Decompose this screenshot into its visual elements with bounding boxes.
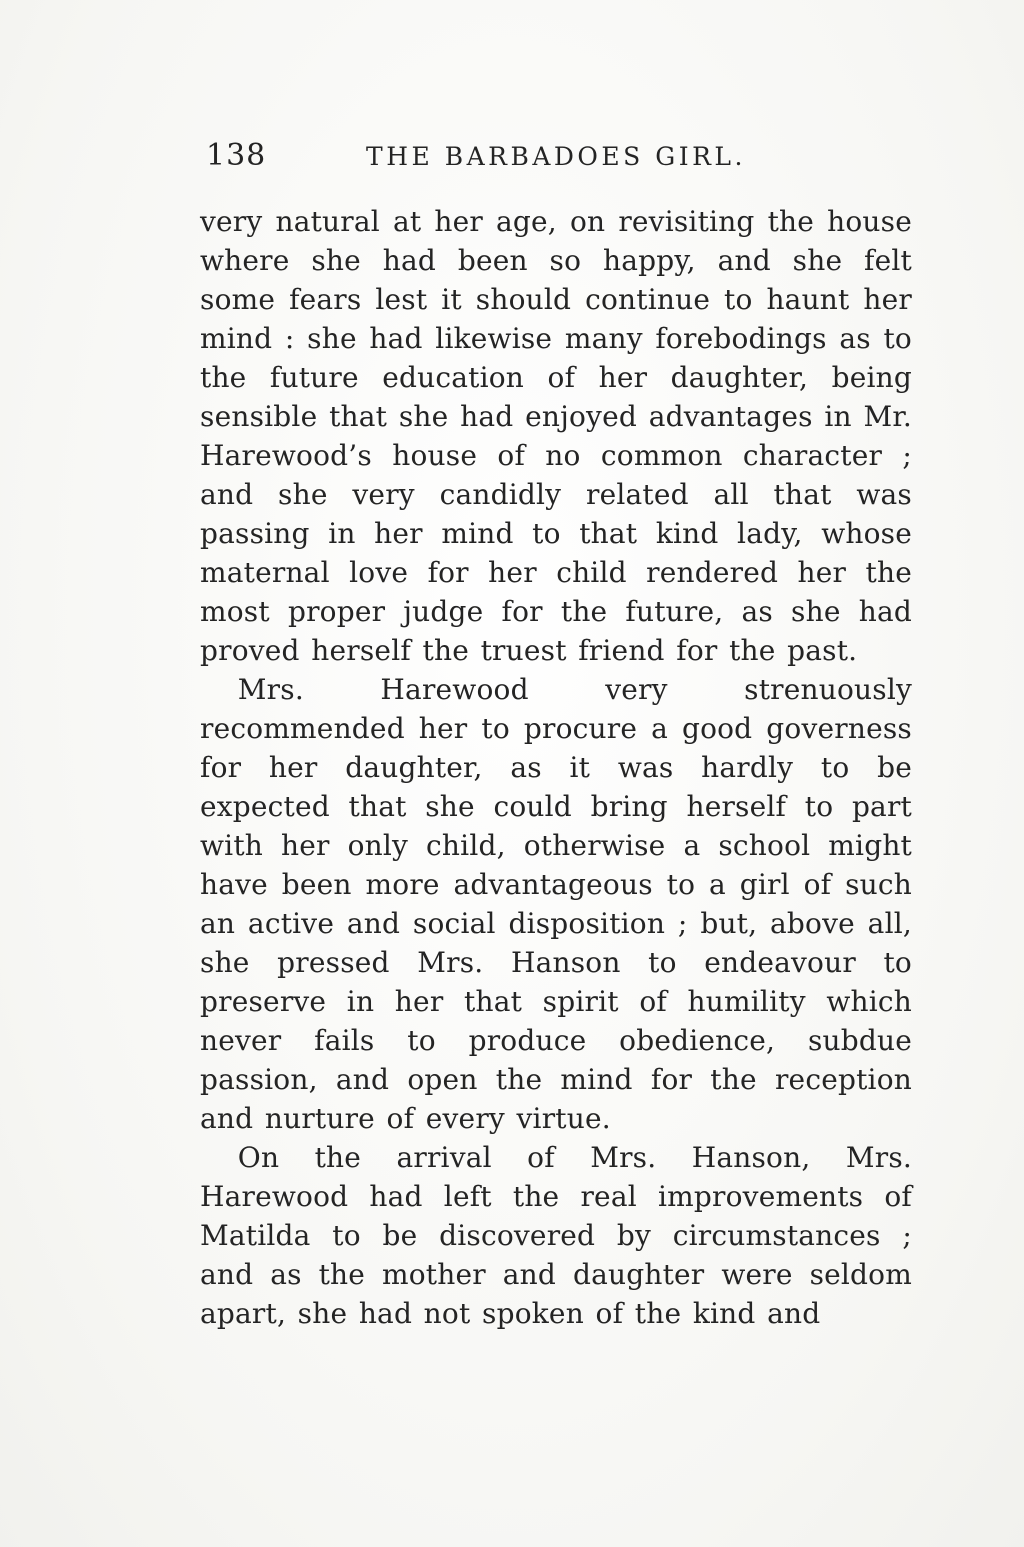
paragraph: very natural at her age, on revisiting the house where she had been so happy, and she felt some fears lest it should continue to haunt her mind : she had likewise many forebodings as to the future education of her daughter, being sensible that she had enjoyed advantages in Mr. Harewood’s house of no common character ; and she very candidly related all that was passing in her mind to that kind lady, whose maternal love for her child rendered her the most proper judge for the future, as she had proved herself the truest friend for the past. xyxy=(200,205,912,667)
paragraph: On the arrival of Mrs. Hanson, Mrs. Harewood had left the real improvements of Matilda to be discovered by circumstances ; and as the mother and daughter were seldom apart, she had not spoken of the kind and xyxy=(200,1141,912,1330)
page-body xyxy=(200,202,912,1333)
paragraph: Mrs. Harewood very strenuously recommended her to procure a good governess for her daughter, as it was hardly to be expected that she could bring herself to part with her only child, otherwise a school might have been more advantageous to a girl of such an active and social disposition ; but, above all, she pressed Mrs. Hanson to endeavour to preserve in her that spirit of humility which never fails to produce obedience, subdue passion, and open the mind for the reception and nurture of every virtue. xyxy=(200,673,912,1135)
page-number: 138 xyxy=(206,138,267,173)
text-block xyxy=(200,136,912,1333)
running-title: THE BARBADOES GIRL. xyxy=(366,142,746,171)
page-header xyxy=(200,136,912,182)
